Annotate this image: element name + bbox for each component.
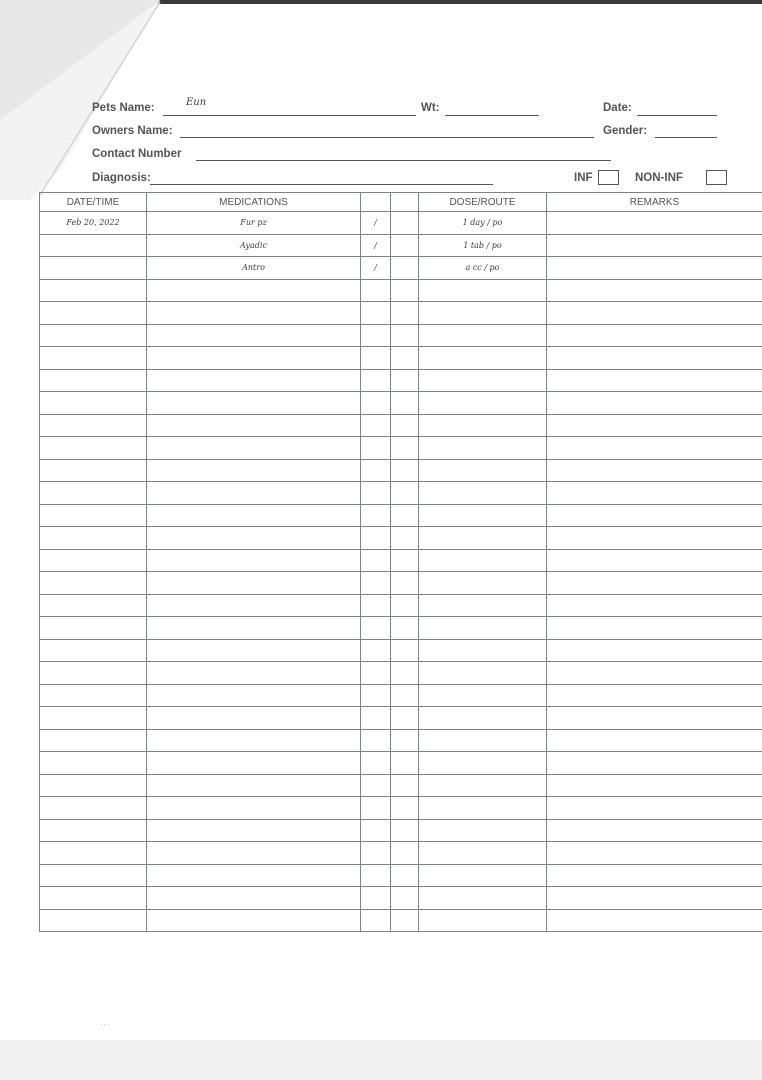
cell-remarks[interactable]: [547, 842, 762, 865]
cell-dose[interactable]: [419, 842, 547, 865]
cell-medication[interactable]: [147, 459, 361, 482]
cell-datetime[interactable]: [40, 459, 147, 482]
header-check-2: [391, 193, 419, 212]
cell-medication[interactable]: [147, 369, 361, 392]
cell-dose[interactable]: [419, 684, 547, 707]
cell-check[interactable]: [361, 279, 391, 302]
cell-medication[interactable]: [147, 279, 361, 302]
cell-datetime[interactable]: [40, 842, 147, 865]
cell-dose[interactable]: [419, 212, 547, 235]
cell-medication[interactable]: [147, 572, 361, 595]
cell-medication[interactable]: [147, 684, 361, 707]
cell-datetime[interactable]: [40, 662, 147, 685]
table-row: [40, 347, 762, 370]
cell-remarks[interactable]: [547, 369, 762, 392]
cell-remarks[interactable]: [547, 617, 762, 640]
cell-remarks[interactable]: [547, 639, 762, 662]
gender-label: Gender:: [603, 125, 648, 137]
wt-label: Wt:: [421, 102, 440, 114]
cell-medication[interactable]: [147, 729, 361, 752]
table-row: [40, 504, 762, 527]
cell-remarks[interactable]: [547, 864, 762, 887]
medication-value: Antro: [242, 263, 265, 273]
cell-check[interactable]: [361, 797, 391, 820]
cell-medication[interactable]: [147, 234, 361, 257]
table-row: [40, 819, 762, 842]
cell-datetime[interactable]: [40, 909, 147, 932]
cell-datetime[interactable]: [40, 369, 147, 392]
cell-check[interactable]: [361, 504, 391, 527]
cell-dose[interactable]: [419, 257, 547, 280]
cell-dose[interactable]: [419, 302, 547, 325]
check-value: /: [374, 263, 377, 273]
table-row: [40, 639, 762, 662]
table-body: [40, 212, 762, 932]
pets-name-value: Eun: [186, 97, 207, 108]
table-row: [40, 729, 762, 752]
cell-datetime[interactable]: [40, 482, 147, 505]
cell-check-2[interactable]: [391, 774, 419, 797]
cell-check-2[interactable]: [391, 437, 419, 460]
cell-dose[interactable]: [419, 504, 547, 527]
cell-check-2[interactable]: [391, 819, 419, 842]
table-row: [40, 617, 762, 640]
cell-check[interactable]: [361, 864, 391, 887]
cell-dose[interactable]: [419, 392, 547, 415]
cell-check[interactable]: [361, 527, 391, 550]
date-label: Date:: [603, 102, 632, 114]
owners-name-label: Owners Name:: [92, 125, 173, 137]
cell-remarks[interactable]: [547, 392, 762, 415]
cell-check[interactable]: [361, 707, 391, 730]
table-row: [40, 414, 762, 437]
cell-medication[interactable]: [147, 617, 361, 640]
table-row: [40, 752, 762, 775]
cell-remarks[interactable]: [547, 257, 762, 280]
cell-datetime[interactable]: [40, 392, 147, 415]
cell-check-2[interactable]: [391, 459, 419, 482]
cell-check[interactable]: [361, 774, 391, 797]
cell-remarks[interactable]: [547, 819, 762, 842]
cell-remarks[interactable]: [547, 504, 762, 527]
table-row: [40, 662, 762, 685]
table-row: [40, 302, 762, 325]
cell-remarks[interactable]: [547, 459, 762, 482]
cell-medication[interactable]: [147, 819, 361, 842]
table-row: [40, 774, 762, 797]
cell-check-2[interactable]: [391, 279, 419, 302]
diagnosis-field[interactable]: [150, 184, 493, 185]
check-value: /: [374, 240, 377, 250]
cell-datetime[interactable]: [40, 302, 147, 325]
table-row: [40, 369, 762, 392]
cell-check[interactable]: [361, 572, 391, 595]
cell-check-2[interactable]: [391, 414, 419, 437]
diagnosis-label: Diagnosis:: [92, 172, 151, 184]
cell-medication[interactable]: [147, 347, 361, 370]
table-row: [40, 864, 762, 887]
cell-check[interactable]: [361, 347, 391, 370]
cell-check-2[interactable]: [391, 797, 419, 820]
gender-field[interactable]: [655, 137, 717, 138]
cell-remarks[interactable]: [547, 549, 762, 572]
cell-dose[interactable]: [419, 369, 547, 392]
cell-check-2[interactable]: [391, 482, 419, 505]
cell-datetime[interactable]: [40, 572, 147, 595]
cell-datetime[interactable]: [40, 819, 147, 842]
cell-check-2[interactable]: [391, 639, 419, 662]
cell-remarks[interactable]: [547, 887, 762, 910]
cell-dose[interactable]: [419, 909, 547, 932]
table-row: [40, 842, 762, 865]
medication-table: [39, 192, 762, 932]
cell-check-2[interactable]: [391, 887, 419, 910]
cell-remarks[interactable]: [547, 684, 762, 707]
pets-name-label: Pets Name:: [92, 102, 155, 114]
cell-medication[interactable]: [147, 639, 361, 662]
cell-dose[interactable]: [419, 594, 547, 617]
cell-datetime[interactable]: [40, 617, 147, 640]
cell-remarks[interactable]: [547, 482, 762, 505]
cell-check[interactable]: [361, 842, 391, 865]
cell-medication[interactable]: [147, 887, 361, 910]
cell-medication[interactable]: [147, 527, 361, 550]
cell-check-2[interactable]: [391, 302, 419, 325]
cell-check-2[interactable]: [391, 392, 419, 415]
cell-dose[interactable]: [419, 819, 547, 842]
cell-check-2[interactable]: [391, 324, 419, 347]
cell-check[interactable]: [361, 639, 391, 662]
cell-remarks[interactable]: [547, 594, 762, 617]
cell-medication[interactable]: [147, 909, 361, 932]
cell-datetime[interactable]: [40, 324, 147, 347]
date-field[interactable]: [637, 115, 717, 116]
cell-medication[interactable]: [147, 482, 361, 505]
header-dose-route: DOSE/ROUTE: [419, 193, 547, 212]
cell-datetime[interactable]: [40, 797, 147, 820]
cell-dose[interactable]: [419, 729, 547, 752]
cell-medication[interactable]: [147, 324, 361, 347]
cell-check-2[interactable]: [391, 504, 419, 527]
scan-bottom-edge: [0, 1040, 762, 1080]
cell-medication[interactable]: [147, 549, 361, 572]
folded-corner: [0, 0, 170, 200]
cell-dose[interactable]: [419, 752, 547, 775]
header-remarks: REMARKS: [547, 193, 762, 212]
header-datetime: DATE/TIME: [40, 193, 147, 212]
cell-remarks[interactable]: [547, 527, 762, 550]
cell-datetime[interactable]: [40, 864, 147, 887]
cell-check-2[interactable]: [391, 572, 419, 595]
table-row: [40, 572, 762, 595]
cell-check[interactable]: [361, 752, 391, 775]
table-row: [40, 909, 762, 932]
cell-remarks[interactable]: [547, 572, 762, 595]
cell-datetime[interactable]: [40, 437, 147, 460]
scan-top-edge: [150, 0, 762, 4]
table-row: [40, 324, 762, 347]
table-row: [40, 257, 762, 280]
cell-medication[interactable]: [147, 797, 361, 820]
cell-remarks[interactable]: [547, 414, 762, 437]
cell-datetime[interactable]: [40, 234, 147, 257]
dose-value: 1 day / po: [462, 218, 503, 228]
noninf-label: NON-INF: [635, 172, 683, 184]
cell-check[interactable]: [361, 594, 391, 617]
datetime-value: Feb 20, 2022: [66, 218, 120, 228]
cell-check[interactable]: [361, 414, 391, 437]
cell-check[interactable]: [361, 549, 391, 572]
cell-check[interactable]: [361, 482, 391, 505]
cell-remarks[interactable]: [547, 909, 762, 932]
cell-dose[interactable]: [419, 617, 547, 640]
cell-datetime[interactable]: [40, 212, 147, 235]
table-row: [40, 797, 762, 820]
table-row: [40, 549, 762, 572]
cell-check-2[interactable]: [391, 212, 419, 235]
cell-dose[interactable]: [419, 774, 547, 797]
table-row: [40, 234, 762, 257]
cell-remarks[interactable]: [547, 437, 762, 460]
cell-check-2[interactable]: [391, 752, 419, 775]
dose-value: 1 tab / po: [463, 240, 502, 250]
footer-mark: . , .: [100, 1020, 110, 1027]
cell-check[interactable]: [361, 234, 391, 257]
cell-dose[interactable]: [419, 864, 547, 887]
cell-medication[interactable]: [147, 864, 361, 887]
cell-medication[interactable]: [147, 774, 361, 797]
cell-datetime[interactable]: [40, 527, 147, 550]
cell-check[interactable]: [361, 257, 391, 280]
cell-medication[interactable]: [147, 752, 361, 775]
cell-datetime[interactable]: [40, 549, 147, 572]
dose-value: a cc / po: [465, 263, 500, 273]
cell-check-2[interactable]: [391, 842, 419, 865]
cell-check-2[interactable]: [391, 909, 419, 932]
cell-remarks[interactable]: [547, 324, 762, 347]
cell-check-2[interactable]: [391, 729, 419, 752]
cell-check-2[interactable]: [391, 662, 419, 685]
cell-medication[interactable]: [147, 302, 361, 325]
check-value: /: [374, 218, 377, 228]
medication-value: Ayadic: [240, 240, 267, 250]
cell-check[interactable]: [361, 324, 391, 347]
cell-check-2[interactable]: [391, 347, 419, 370]
cell-medication[interactable]: [147, 707, 361, 730]
table-row: [40, 459, 762, 482]
cell-check-2[interactable]: [391, 707, 419, 730]
cell-datetime[interactable]: [40, 684, 147, 707]
cell-datetime[interactable]: [40, 279, 147, 302]
cell-medication[interactable]: [147, 212, 361, 235]
cell-check-2[interactable]: [391, 527, 419, 550]
cell-medication[interactable]: [147, 842, 361, 865]
cell-dose[interactable]: [419, 234, 547, 257]
cell-remarks[interactable]: [547, 347, 762, 370]
cell-check[interactable]: [361, 729, 391, 752]
cell-datetime[interactable]: [40, 729, 147, 752]
cell-check[interactable]: [361, 369, 391, 392]
cell-medication[interactable]: [147, 257, 361, 280]
cell-remarks[interactable]: [547, 729, 762, 752]
cell-dose[interactable]: [419, 279, 547, 302]
table-row: [40, 482, 762, 505]
table-row: [40, 279, 762, 302]
wt-field[interactable]: [445, 115, 539, 116]
cell-medication[interactable]: [147, 437, 361, 460]
cell-check[interactable]: [361, 617, 391, 640]
noninf-checkbox[interactable]: [706, 170, 727, 185]
cell-dose[interactable]: [419, 639, 547, 662]
table-row: [40, 392, 762, 415]
cell-check-2[interactable]: [391, 369, 419, 392]
cell-remarks[interactable]: [547, 302, 762, 325]
cell-dose[interactable]: [419, 459, 547, 482]
contact-number-label: Contact Number: [92, 148, 182, 160]
cell-check[interactable]: [361, 662, 391, 685]
cell-remarks[interactable]: [547, 212, 762, 235]
cell-dose[interactable]: [419, 324, 547, 347]
table-row: [40, 437, 762, 460]
cell-dose[interactable]: [419, 347, 547, 370]
cell-datetime[interactable]: [40, 414, 147, 437]
cell-datetime[interactable]: [40, 887, 147, 910]
cell-check-2[interactable]: [391, 594, 419, 617]
cell-remarks[interactable]: [547, 662, 762, 685]
cell-medication[interactable]: [147, 392, 361, 415]
cell-remarks[interactable]: [547, 707, 762, 730]
cell-remarks[interactable]: [547, 279, 762, 302]
cell-dose[interactable]: [419, 527, 547, 550]
cell-datetime[interactable]: [40, 347, 147, 370]
cell-remarks[interactable]: [547, 774, 762, 797]
cell-datetime[interactable]: [40, 639, 147, 662]
pets-name-field[interactable]: [163, 115, 416, 116]
owners-name-field[interactable]: [180, 137, 594, 138]
cell-dose[interactable]: [419, 662, 547, 685]
cell-dose[interactable]: [419, 414, 547, 437]
cell-check-2[interactable]: [391, 864, 419, 887]
table-row: [40, 887, 762, 910]
contact-number-field[interactable]: [196, 160, 611, 161]
cell-medication[interactable]: [147, 414, 361, 437]
cell-datetime[interactable]: [40, 257, 147, 280]
cell-remarks[interactable]: [547, 752, 762, 775]
cell-dose[interactable]: [419, 707, 547, 730]
cell-dose[interactable]: [419, 549, 547, 572]
cell-datetime[interactable]: [40, 594, 147, 617]
cell-datetime[interactable]: [40, 504, 147, 527]
cell-check[interactable]: [361, 459, 391, 482]
cell-check[interactable]: [361, 684, 391, 707]
cell-check[interactable]: [361, 909, 391, 932]
cell-check[interactable]: [361, 437, 391, 460]
cell-medication[interactable]: [147, 504, 361, 527]
header-check-1: [361, 193, 391, 212]
cell-medication[interactable]: [147, 594, 361, 617]
cell-check-2[interactable]: [391, 684, 419, 707]
table-header-row: [40, 193, 762, 212]
medication-value: Fur pz: [240, 218, 267, 228]
table-row: [40, 707, 762, 730]
cell-check-2[interactable]: [391, 234, 419, 257]
cell-check[interactable]: [361, 392, 391, 415]
cell-dose[interactable]: [419, 797, 547, 820]
cell-datetime[interactable]: [40, 707, 147, 730]
table-row: [40, 212, 762, 235]
cell-dose[interactable]: [419, 437, 547, 460]
cell-check[interactable]: [361, 819, 391, 842]
table-row: [40, 594, 762, 617]
cell-dose[interactable]: [419, 482, 547, 505]
cell-check-2[interactable]: [391, 549, 419, 572]
cell-check-2[interactable]: [391, 257, 419, 280]
cell-medication[interactable]: [147, 662, 361, 685]
cell-check-2[interactable]: [391, 617, 419, 640]
cell-datetime[interactable]: [40, 774, 147, 797]
cell-check[interactable]: [361, 212, 391, 235]
cell-datetime[interactable]: [40, 752, 147, 775]
cell-dose[interactable]: [419, 887, 547, 910]
table-row: [40, 527, 762, 550]
cell-remarks[interactable]: [547, 234, 762, 257]
cell-check[interactable]: [361, 887, 391, 910]
header-medications: MEDICATIONS: [147, 193, 361, 212]
inf-label: INF: [574, 172, 593, 184]
inf-checkbox[interactable]: [598, 170, 619, 185]
cell-remarks[interactable]: [547, 797, 762, 820]
table-row: [40, 684, 762, 707]
cell-dose[interactable]: [419, 572, 547, 595]
cell-check[interactable]: [361, 302, 391, 325]
